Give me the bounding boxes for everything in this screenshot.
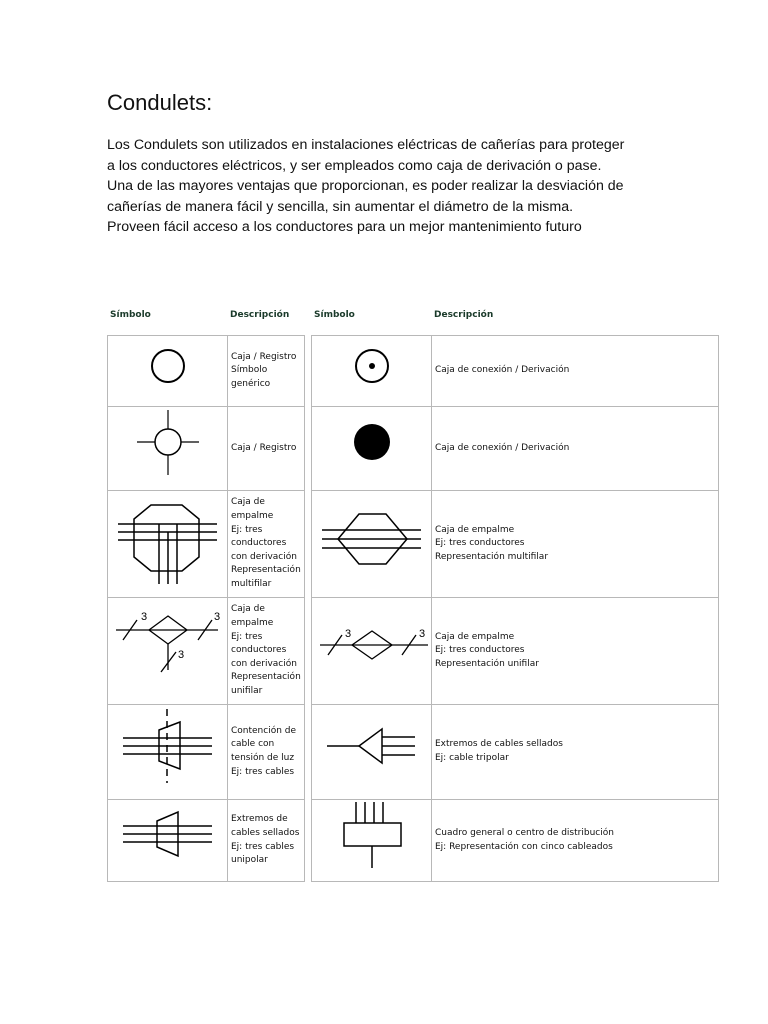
header-right-symbol: Símbolo bbox=[314, 310, 355, 320]
symbol-cell bbox=[108, 491, 228, 598]
description-line: genérico bbox=[231, 378, 271, 389]
description-line: Extremos de cables sellados bbox=[435, 739, 563, 750]
description-line: Caja / Registro bbox=[231, 442, 297, 453]
description-line: unipolar bbox=[231, 855, 268, 866]
description-line: Caja de bbox=[231, 604, 265, 615]
trapezoid-cable-ends-icon bbox=[108, 800, 227, 881]
diamond-singleline-branch-icon bbox=[108, 598, 227, 704]
distribution-board-icon bbox=[312, 800, 431, 881]
description-line: tensión de luz bbox=[231, 753, 295, 763]
description-cell bbox=[432, 705, 719, 800]
diamond-singleline-icon bbox=[312, 598, 431, 704]
table-row bbox=[312, 705, 719, 800]
symbol-table-left bbox=[107, 335, 305, 882]
symbol-cell bbox=[312, 705, 432, 800]
description-line: Ej: tres bbox=[231, 524, 263, 535]
description-cell bbox=[228, 491, 305, 598]
trapezoid-dashed-icon bbox=[108, 705, 227, 799]
description-line: Caja de conexión / Derivación bbox=[435, 442, 570, 453]
symbol-cell bbox=[108, 800, 228, 882]
description-line: empalme bbox=[231, 511, 274, 522]
circle-cross-icon bbox=[108, 407, 227, 490]
intro-paragraph bbox=[107, 135, 687, 238]
description-line: Caja de bbox=[231, 497, 265, 508]
table-row bbox=[108, 800, 305, 882]
description-line: Caja de conexión / Derivación bbox=[435, 365, 570, 376]
description-line: cables sellados bbox=[231, 827, 300, 838]
header-left-symbol: Símbolo bbox=[110, 310, 151, 320]
hexagon-multiwire-icon bbox=[312, 491, 431, 597]
description-cell bbox=[228, 598, 305, 705]
description-line: Contención de bbox=[231, 725, 297, 736]
symbol-cell bbox=[108, 407, 228, 491]
table-row bbox=[312, 336, 719, 407]
description-line: Ej: tres conductores bbox=[435, 645, 525, 656]
description-cell bbox=[432, 407, 719, 491]
description-line: Representación bbox=[231, 672, 301, 683]
description-line: unifilar bbox=[231, 685, 263, 696]
symbol-cell bbox=[312, 800, 432, 882]
intro-line: cañerías de manera fácil y sencilla, sin aumentar el diámetro de la misma. bbox=[107, 198, 574, 215]
description-cell bbox=[432, 491, 719, 598]
count-mark: 3 bbox=[178, 649, 185, 661]
description-line: con derivación bbox=[231, 551, 297, 562]
description-line: Representación unifilar bbox=[435, 658, 539, 669]
description-cell bbox=[432, 336, 719, 407]
table-row bbox=[108, 407, 305, 491]
description-cell bbox=[432, 800, 719, 882]
octagon-multiwire-branch-icon bbox=[108, 491, 227, 597]
table-row bbox=[108, 705, 305, 800]
intro-line: Los Condulets son utilizados en instalaciones eléctricas de cañerías para proteger bbox=[107, 137, 625, 153]
description-line: Ej: tres bbox=[231, 631, 263, 642]
table-row bbox=[312, 800, 719, 882]
symbol-cell bbox=[312, 598, 432, 705]
filled-circle-icon bbox=[312, 407, 431, 490]
description-cell bbox=[228, 407, 305, 491]
description-line: Ej: tres conductores bbox=[435, 538, 525, 549]
table-row bbox=[108, 336, 305, 407]
description-line: Caja de empalme bbox=[435, 631, 515, 642]
description-line: Caja / Registro bbox=[231, 351, 297, 362]
description-cell bbox=[228, 336, 305, 407]
count-mark: 3 bbox=[345, 628, 352, 640]
description-line: Símbolo bbox=[231, 365, 268, 376]
table-row bbox=[108, 598, 305, 705]
page-title: Condulets: bbox=[107, 90, 213, 115]
header-right-description: Descripción bbox=[434, 310, 494, 320]
symbol-cell bbox=[108, 705, 228, 800]
description-cell bbox=[432, 598, 719, 705]
header-left-description: Descripción bbox=[230, 310, 290, 320]
table-row bbox=[312, 598, 719, 705]
description-line: cable con bbox=[231, 739, 275, 750]
count-mark: 3 bbox=[141, 611, 148, 623]
description-line: Ej: tres cables bbox=[231, 766, 295, 777]
intro-line: Una de las mayores ventajas que proporcionan, es poder realizar la desviación de bbox=[107, 178, 624, 195]
symbol-cell bbox=[312, 407, 432, 491]
description-line: conductores bbox=[231, 645, 287, 656]
description-line: Ej: tres cables bbox=[231, 841, 295, 852]
description-cell bbox=[228, 705, 305, 800]
count-mark: 3 bbox=[419, 628, 426, 640]
symbol-table-right bbox=[311, 335, 719, 882]
description-line: Ej: cable tripolar bbox=[435, 753, 509, 763]
description-line: Caja de empalme bbox=[435, 524, 515, 535]
symbol-cell bbox=[312, 491, 432, 598]
description-line: Cuadro general o centro de distribución bbox=[435, 827, 614, 838]
intro-line: Proveen fácil acceso a los conductores para un mejor mantenimiento futuro bbox=[107, 219, 582, 236]
intro-line: a los conductores eléctricos, y ser empleados como caja de derivación o pase. bbox=[107, 157, 602, 174]
triangle-sealed-end-icon bbox=[312, 705, 431, 799]
table-row bbox=[312, 407, 719, 491]
description-line: multifilar bbox=[231, 578, 272, 589]
description-cell bbox=[228, 800, 305, 882]
description-line: Extremos de bbox=[231, 814, 288, 825]
circle-icon bbox=[108, 336, 227, 406]
circle-dot-icon bbox=[312, 336, 431, 406]
table-row bbox=[312, 491, 719, 598]
table-row bbox=[108, 491, 305, 598]
symbol-cell bbox=[108, 598, 228, 705]
description-line: Representación multifilar bbox=[435, 551, 549, 562]
symbol-cell bbox=[108, 336, 228, 407]
description-line: Ej: Representación con cinco cableados bbox=[435, 841, 613, 852]
count-mark: 3 bbox=[214, 611, 221, 623]
description-line: con derivación bbox=[231, 658, 297, 669]
description-line: empalme bbox=[231, 618, 274, 629]
symbol-cell bbox=[312, 336, 432, 407]
description-line: conductores bbox=[231, 538, 287, 549]
description-line: Representación bbox=[231, 565, 301, 576]
